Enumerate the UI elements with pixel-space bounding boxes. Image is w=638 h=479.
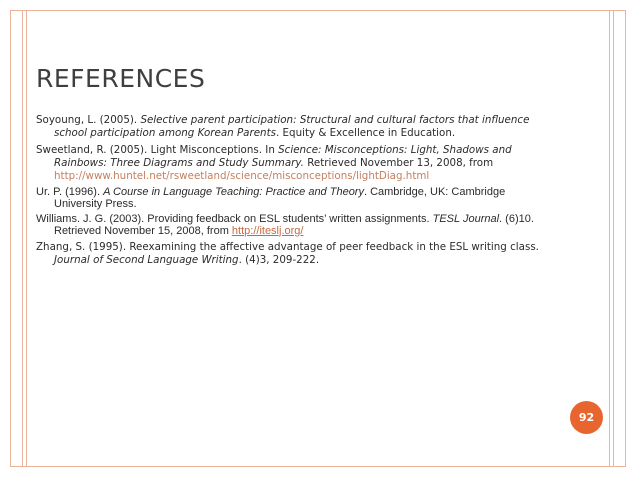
reference-title: Science: Misconceptions: Light, Shadows and Rainbows: Three Diagrams and Study Summary. xyxy=(54,144,512,169)
slide-title: REFERENCES xyxy=(36,64,206,93)
reference-text: Sweetland, R. (2005). Light Misconceptions. In xyxy=(36,144,279,156)
reference-text: Retrieved November 13, 2008, from xyxy=(303,157,494,169)
reference-title: TESL Journal xyxy=(432,213,500,225)
reference-item-sweetland xyxy=(36,144,556,183)
reference-item-williams xyxy=(36,214,556,237)
frame-line-right-outer xyxy=(613,11,614,466)
reference-text: Williams. J. G. (2003). Providing feedback on ESL students’ written assignments. xyxy=(36,213,433,225)
reference-title: A Course in Language Teaching: Practice and Theory xyxy=(103,186,364,198)
reference-text: Ur. P. (1996). xyxy=(36,186,104,198)
frame-line-right-inner xyxy=(609,11,610,466)
reference-text: Zhang, S. (1995). Reexamining the affective advantage of peer feedback in the ESL writing class. xyxy=(36,241,539,253)
reference-text: . Cambridge, UK: Cambridge University Press. xyxy=(54,186,506,210)
frame-line-left-inner xyxy=(26,11,27,466)
reference-text: . (6)10. Retrieved November 15, 2008, from xyxy=(54,213,534,237)
reference-text: . Equity & Excellence in Education. xyxy=(275,127,456,139)
reference-list xyxy=(36,114,556,271)
reference-text: . (4)3, 209-222. xyxy=(238,254,320,266)
reference-item-soyoung xyxy=(36,114,556,140)
reference-item-zhang xyxy=(36,241,556,267)
frame-line-left-outer xyxy=(22,11,23,466)
reference-link[interactable]: http://www.huntel.net/rsweetland/science/misconceptions/lightDiag.html xyxy=(54,170,430,182)
page-number-badge: 92 xyxy=(570,401,603,434)
reference-text: Soyoung, L. (2005). xyxy=(36,114,141,126)
reference-title: Journal of Second Language Writing xyxy=(54,254,239,266)
reference-title: Selective parent participation: Structural and cultural factors that influence school participation among Korean Parents xyxy=(54,114,530,139)
reference-link[interactable]: http://iteslj.org/ xyxy=(231,224,304,237)
reference-item-ur xyxy=(36,187,556,210)
